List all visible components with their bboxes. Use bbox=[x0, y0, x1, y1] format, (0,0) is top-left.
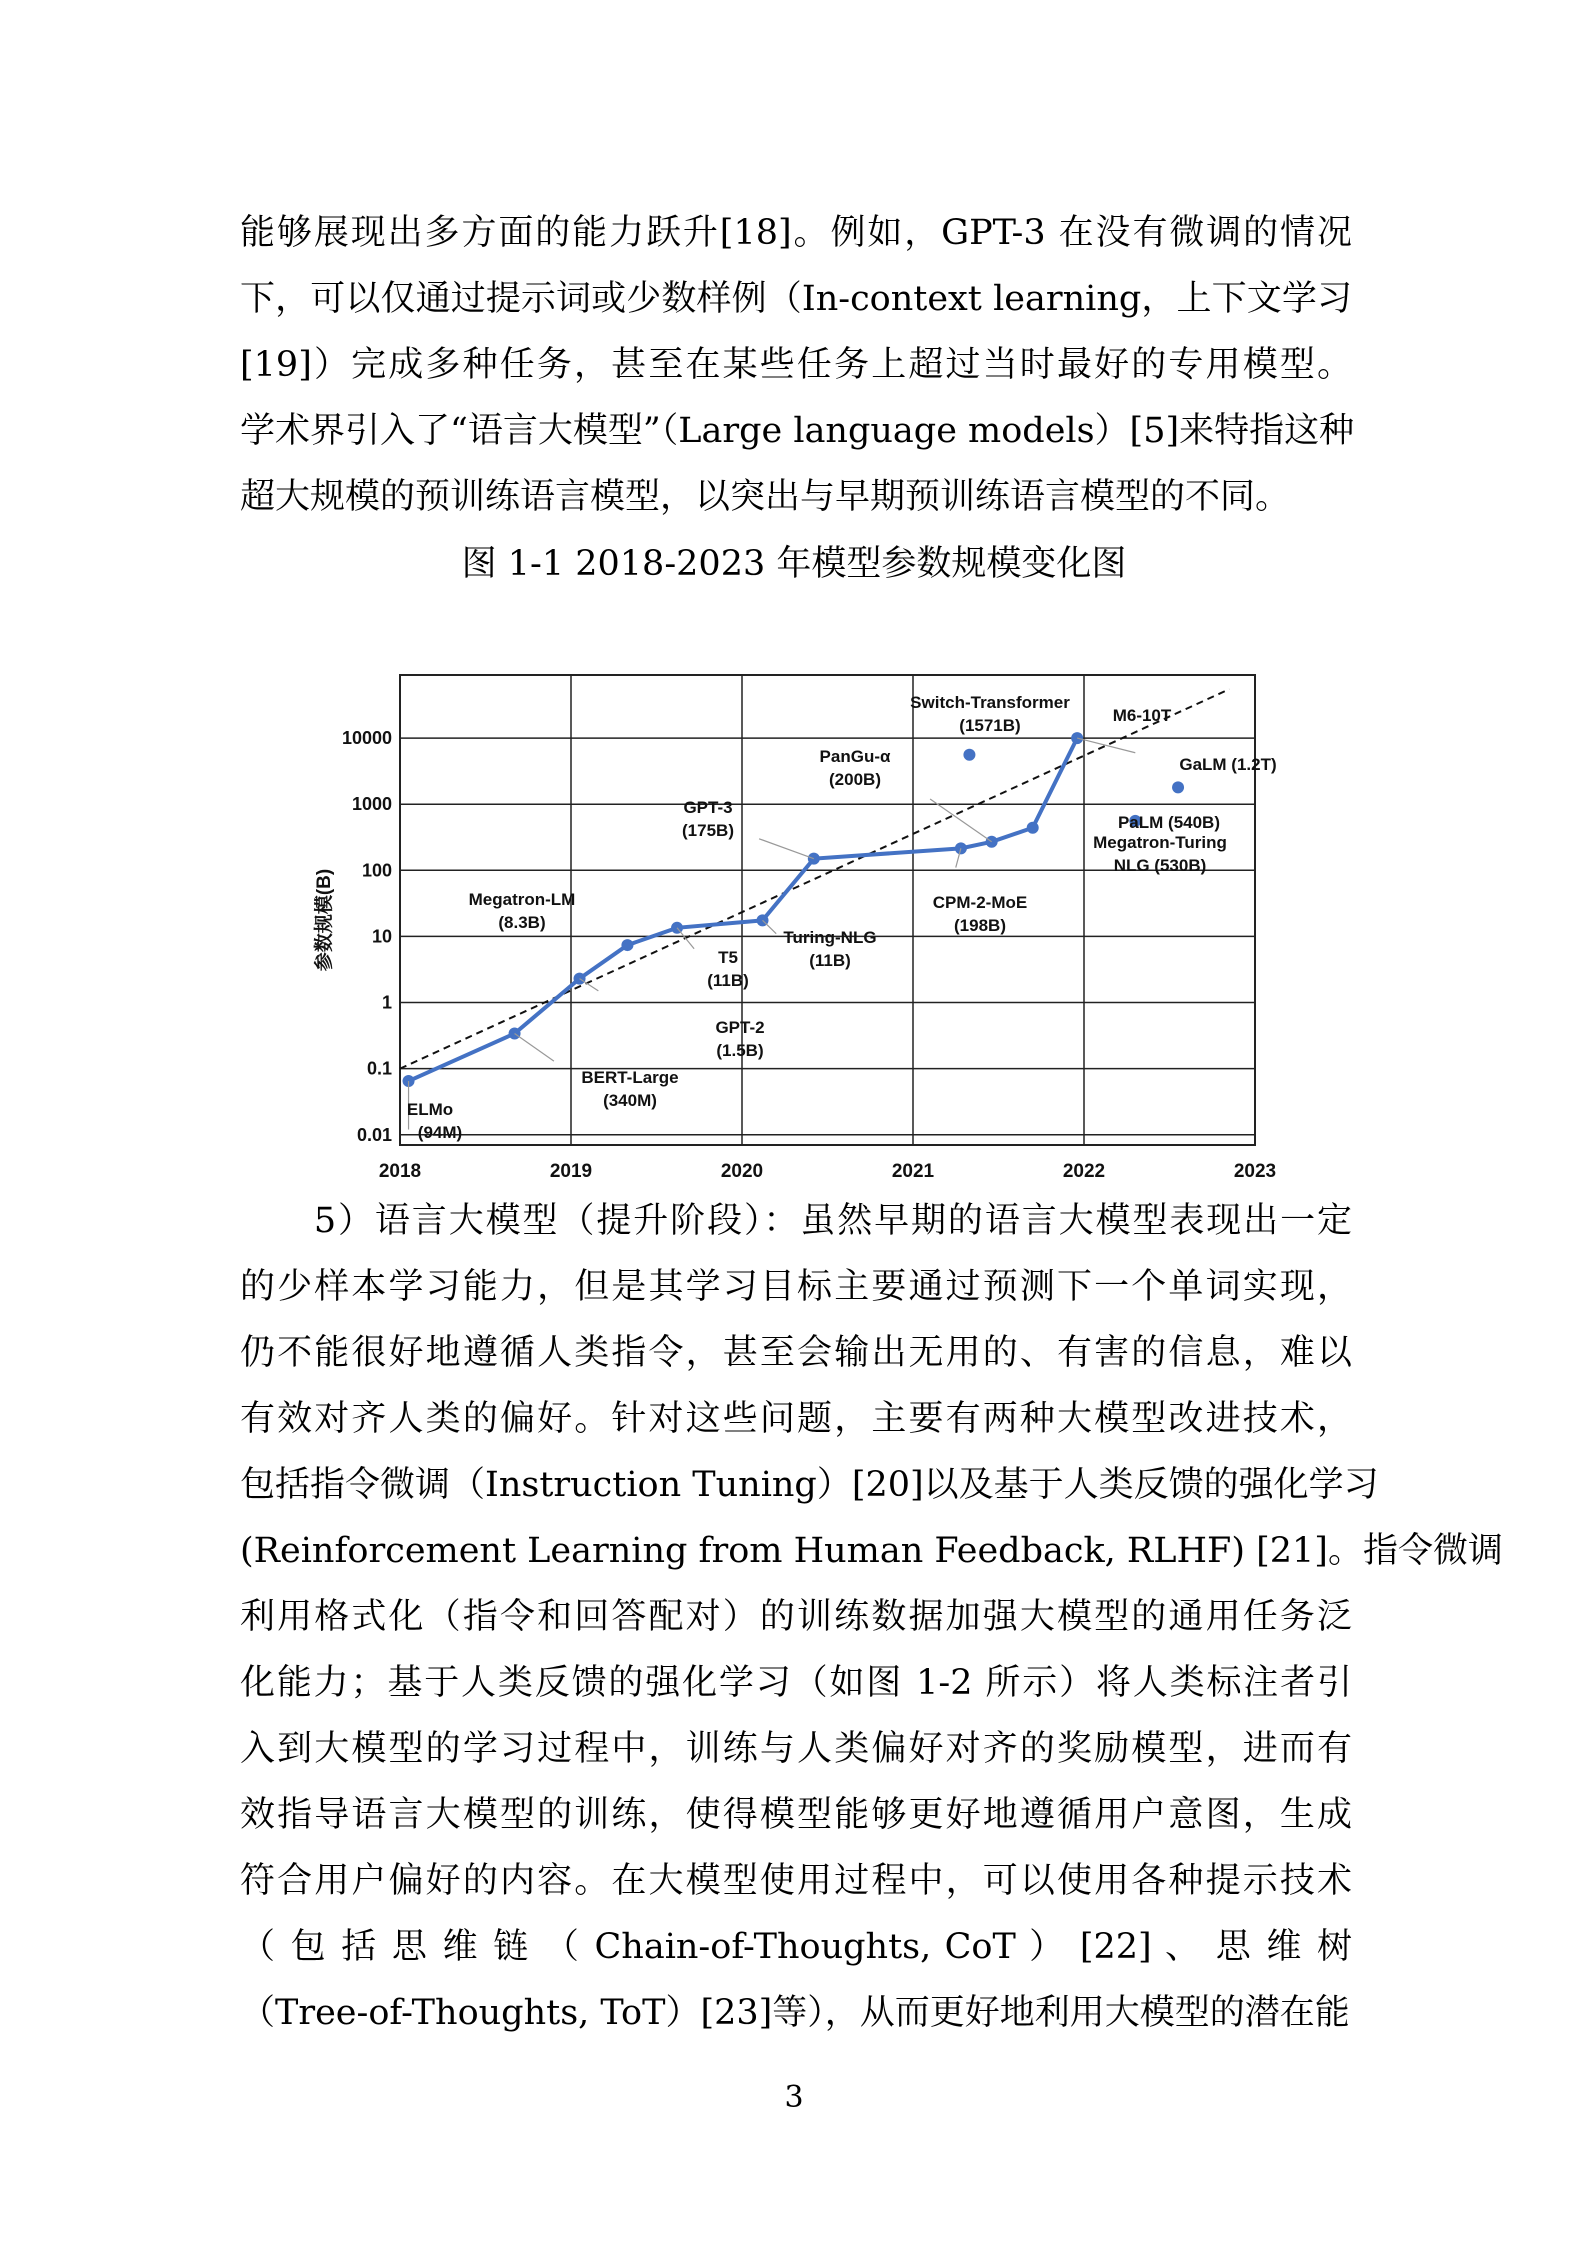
trend-line bbox=[400, 689, 1229, 1069]
leader-line bbox=[759, 839, 814, 859]
figure-caption: 图 1-1 2018-2023 年模型参数规模变化图 bbox=[461, 544, 1127, 584]
text-line: 有效对齐人类的偏好。针对这些问题，主要有两种大模型改进技术， bbox=[240, 1399, 1352, 1439]
data-point bbox=[808, 853, 820, 865]
annotation-label: (1.5B) bbox=[716, 1041, 764, 1060]
data-point bbox=[1071, 732, 1083, 744]
annotation-label: PaLM (540B) bbox=[1117, 813, 1220, 832]
data-point bbox=[621, 939, 633, 951]
y-tick-label: 0.01 bbox=[356, 1124, 392, 1145]
data-point bbox=[1027, 822, 1039, 834]
annotation-label: Turing-NLG bbox=[783, 928, 877, 947]
text-line: 入到大模型的学习过程中，训练与人类偏好对齐的奖励模型，进而有 bbox=[240, 1729, 1352, 1769]
data-point bbox=[955, 842, 967, 854]
text-line: 化能力；基于人类反馈的强化学习（如图 1-2 所示）将人类标注者引 bbox=[240, 1663, 1352, 1703]
x-tick-label: 2018 bbox=[378, 1161, 422, 1182]
annotation-label: ELMo bbox=[406, 1100, 454, 1119]
annotation-label: NLG (530B) bbox=[1113, 856, 1207, 875]
annotation-label: GPT-3 bbox=[683, 798, 733, 817]
chart-svg bbox=[300, 660, 1280, 1190]
text-line: 符合用户偏好的内容。在大模型使用过程中，可以使用各种提示技术 bbox=[240, 1861, 1352, 1901]
annotation-label: Switch-Transformer bbox=[910, 693, 1070, 712]
data-point-standalone bbox=[1172, 781, 1184, 793]
text-line: 下，可以仅通过提示词或少数样例（In-context learning，上下文学习 bbox=[240, 279, 1352, 319]
y-tick-label: 1 bbox=[381, 992, 392, 1013]
text-line: 利用格式化（指令和回答配对）的训练数据加强大模型的通用任务泛 bbox=[240, 1597, 1352, 1637]
annotation-label: (1571B) bbox=[959, 716, 1021, 735]
annotation-label: Megatron-LM bbox=[468, 890, 576, 909]
y-tick-label: 100 bbox=[361, 860, 392, 881]
leader-line bbox=[763, 920, 777, 933]
text-line: 的少样本学习能力，但是其学习目标主要通过预测下一个单词实现， bbox=[240, 1267, 1352, 1307]
text-line: 包括指令微调（Instruction Tuning）[20]以及基于人类反馈的强化学习 bbox=[240, 1465, 1379, 1505]
page-number: 3 bbox=[784, 2080, 804, 2115]
data-point bbox=[986, 836, 998, 848]
data-point-standalone bbox=[963, 749, 975, 761]
y-tick-label: 0.1 bbox=[366, 1058, 392, 1079]
leader-line bbox=[930, 799, 992, 842]
annotation-label: (198B) bbox=[954, 916, 1006, 935]
plot-frame bbox=[400, 675, 1255, 1145]
annotation-label: (200B) bbox=[829, 770, 881, 789]
annotation-label: Megatron-Turing bbox=[1093, 833, 1227, 852]
annotation-label: (94M) bbox=[417, 1123, 463, 1142]
text-line: （ 包 括 思 维 链 （ Chain-of-Thoughts, CoT ） [22] 、 思 维 树 bbox=[240, 1927, 1352, 1967]
text-line: (Reinforcement Learning from Human Feedback, RLHF) [21]。指令微调 bbox=[240, 1531, 1503, 1571]
annotation-label: (175B) bbox=[682, 821, 734, 840]
annotation-label: CPM-2-MoE bbox=[932, 893, 1028, 912]
annotation-label: BERT-Large bbox=[581, 1068, 679, 1087]
y-axis-title: 参数规模(B) bbox=[314, 868, 335, 972]
text-line: [19]）完成多种任务，甚至在某些任务上超过当时最好的专用模型。 bbox=[240, 345, 1352, 385]
x-tick-label: 2023 bbox=[1233, 1161, 1277, 1182]
annotation-label: GPT-2 bbox=[715, 1018, 765, 1037]
x-tick-label: 2020 bbox=[720, 1161, 764, 1182]
leader-line bbox=[515, 1034, 554, 1062]
annotation-label: (11B) bbox=[809, 951, 851, 970]
intro-paragraph bbox=[240, 200, 1355, 530]
leader-line bbox=[1077, 738, 1135, 753]
body-paragraph bbox=[240, 1188, 1503, 2046]
annotation-label: M6-10T bbox=[1112, 706, 1172, 725]
y-tick-label: 1000 bbox=[351, 794, 392, 815]
parameter-scale-chart bbox=[300, 660, 1280, 1194]
y-tick-label: 10000 bbox=[341, 728, 392, 749]
text-line: 仍不能很好地遵循人类指令，甚至会输出无用的、有害的信息，难以 bbox=[240, 1333, 1352, 1373]
annotation-label: (340M) bbox=[603, 1091, 657, 1110]
x-tick-label: 2019 bbox=[549, 1161, 593, 1182]
leader-line bbox=[580, 979, 599, 991]
annotation-label: GaLM (1.2T) bbox=[1179, 755, 1277, 774]
x-tick-label: 2021 bbox=[891, 1161, 935, 1182]
data-point bbox=[509, 1028, 521, 1040]
annotation-label: (8.3B) bbox=[498, 913, 546, 932]
annotation-label: PanGu-α bbox=[819, 747, 891, 766]
text-line: 超大规模的预训练语言模型，以突出与早期预训练语言模型的不同。 bbox=[240, 477, 1291, 517]
annotation-label: T5 bbox=[718, 948, 738, 967]
x-tick-label: 2022 bbox=[1062, 1161, 1106, 1182]
y-tick-label: 10 bbox=[371, 926, 392, 947]
text-line: 效指导语言大模型的训练，使得模型能够更好地遵循用户意图，生成 bbox=[240, 1795, 1352, 1835]
text-line: （Tree-of-Thoughts, ToT）[23]等），从而更好地利用大模型的潜在能 bbox=[240, 1993, 1350, 2033]
annotation-label: (11B) bbox=[707, 971, 749, 990]
text-line: 能够展现出多方面的能力跃升[18]。例如，GPT-3 在没有微调的情况 bbox=[240, 213, 1352, 253]
text-line: 学术界引入了“语言大模型”（Large language models）[5]来特指这种 bbox=[240, 411, 1355, 451]
text-line: 5）语言大模型（提升阶段）：虽然早期的语言大模型表现出一定 bbox=[240, 1201, 1352, 1241]
leader-line bbox=[677, 928, 694, 949]
